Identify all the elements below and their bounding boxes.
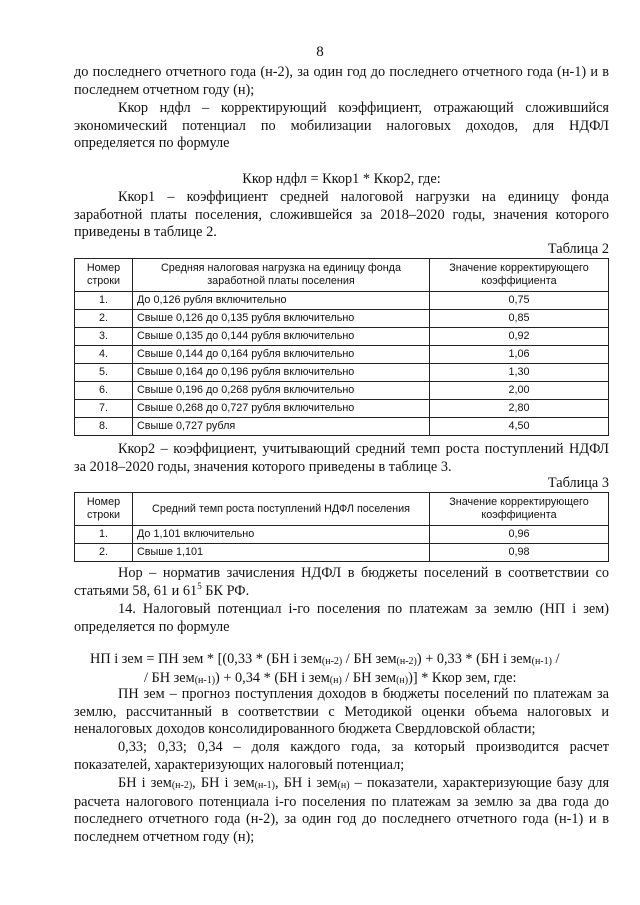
table-row [75, 544, 609, 562]
table-cell: 3. [75, 328, 133, 346]
table-row [75, 400, 609, 418]
table-header-cell: Средняя налоговая нагрузка на единицу фонда заработной платы поселения [133, 259, 430, 292]
table-row [75, 382, 609, 400]
paragraph-pn-zem: ПН зем – прогноз поступления доходов в бюджеты поселений по платежам за землю, рассчитанный в соответствии с Методикой оценки объема налоговых и неналоговых доходов консолидированного бюджета Свердловской области; [74, 686, 609, 738]
table-row [75, 346, 609, 364]
paragraph-14: 14. Налоговый потенциал i-го поселения по платежам за землю (НП i зем) определяется по формуле [74, 601, 609, 635]
table-3 [74, 492, 609, 562]
table-header-cell: Средний темп роста поступлений НДФЛ поселения [133, 493, 430, 526]
table-cell: 2,80 [430, 400, 609, 418]
paragraph-1: до последнего отчетного года (н-2), за один год до последнего отчетного года (н-1) и в последнем отчетном году (н); [74, 64, 609, 98]
table-cell: Свыше 0,135 до 0,144 рубля включительно [133, 328, 430, 346]
table3-title: Таблица 3 [547, 475, 609, 491]
table-row [75, 526, 609, 544]
table-header-cell: Значение корректирующего коэффициента [430, 259, 609, 292]
table-row [75, 364, 609, 382]
page-number: 8 [316, 44, 324, 60]
table-cell: До 0,126 рубля включительно [133, 292, 430, 310]
table-cell: 0,98 [430, 544, 609, 562]
table-cell: Свыше 0,164 до 0,196 рубля включительно [133, 364, 430, 382]
table-cell: Свыше 0,126 до 0,135 рубля включительно [133, 310, 430, 328]
table-cell: Свыше 0,144 до 0,164 рубля включительно [133, 346, 430, 364]
table-cell: 7. [75, 400, 133, 418]
table-cell: Свыше 0,196 до 0,268 рубля включительно [133, 382, 430, 400]
table-cell: 4,50 [430, 418, 609, 436]
table-cell: 0,96 [430, 526, 609, 544]
table-cell: 1,06 [430, 346, 609, 364]
paragraph-bn-zem: БН i зем$_{(н-2)}$, БН i зем$_{(н-1)}$, БН i зем$_{(н)}$ – показатели, характеризующие базу для расчета налогового потенциала i-го поселения по платежам за землю за два года до последнего отчетного года (н-2), за один год до последнего отчетного года (н-1) и в последнем отчетном году (н); [74, 775, 610, 845]
table-cell: 0,85 [430, 310, 609, 328]
table-cell: 0,75 [430, 292, 609, 310]
table-cell: 8. [75, 418, 133, 436]
paragraph-shares: 0,33; 0,33; 0,34 – доля каждого года, за который производится расчет показателей, характеризующих налоговый потенциал; [74, 739, 609, 773]
table-cell: 1,30 [430, 364, 609, 382]
table-cell: 0,92 [430, 328, 609, 346]
table-cell: 4. [75, 346, 133, 364]
table-header-row [75, 493, 609, 526]
table-cell: До 1,101 включительно [133, 526, 430, 544]
paragraph-kkor2: Ккор2 – коэффициент, учитывающий средний темп роста поступлений НДФЛ за 2018–2020 годы, значения которого приведены в таблице 3. [74, 441, 609, 475]
table-header-cell: Значение корректирующего коэффициента [430, 493, 609, 526]
table-header-row [75, 259, 609, 292]
table-cell: Свыше 0,268 до 0,727 рубля включительно [133, 400, 430, 418]
table-cell: Свыше 0,727 рубля [133, 418, 430, 436]
table-cell: 1. [75, 526, 133, 544]
paragraph-kkor1: Ккор1 – коэффициент средней налоговой нагрузки на единицу фонда заработной платы поселения, сложившейся за 2018–2020 годы, значения которого приведены в таблице 2. [74, 189, 609, 241]
formula-np-zem: НП i зем = ПН зем * [(0,33 * (БН i зем$_{(н-2)}$ / БН зем$_{(н-2)}$) + 0,33 * (БН i зем$_{(н-1)}$ / / БН зем$_{(н-1)}$) + 0,34 * (БН i зем$_{(н)}$ / БН зем$_{(н)}$)] * Ккор зем, где: [90, 651, 560, 686]
table-row [75, 328, 609, 346]
table-header-cell: Номер строки [75, 259, 133, 292]
table-row [75, 418, 609, 436]
table-row [75, 292, 609, 310]
table-cell: Свыше 1,101 [133, 544, 430, 562]
table-cell: 2. [75, 544, 133, 562]
table-2 [74, 258, 609, 436]
paragraph-kkor-ndfl: Ккор ндфл – корректирующий коэффициент, отражающий сложившийся экономический потенциал по мобилизации налоговых доходов, для НДФЛ определяется по формуле [74, 100, 609, 152]
table2-title: Таблица 2 [547, 241, 609, 257]
table-cell: 6. [75, 382, 133, 400]
table-cell: 5. [75, 364, 133, 382]
table-cell: 1. [75, 292, 133, 310]
table-header-cell: Номер строки [75, 493, 133, 526]
paragraph-nor: Нор – норматив зачисления НДФЛ в бюджеты поселений в соответствии со статьями 58, 61 и $61^5$ БК РФ. [74, 565, 609, 599]
table-cell: 2. [75, 310, 133, 328]
table-row [75, 310, 609, 328]
formula-kkor: Ккор ндфл = Ккор1 * Ккор2, где: [242, 171, 441, 187]
table-cell: 2,00 [430, 382, 609, 400]
